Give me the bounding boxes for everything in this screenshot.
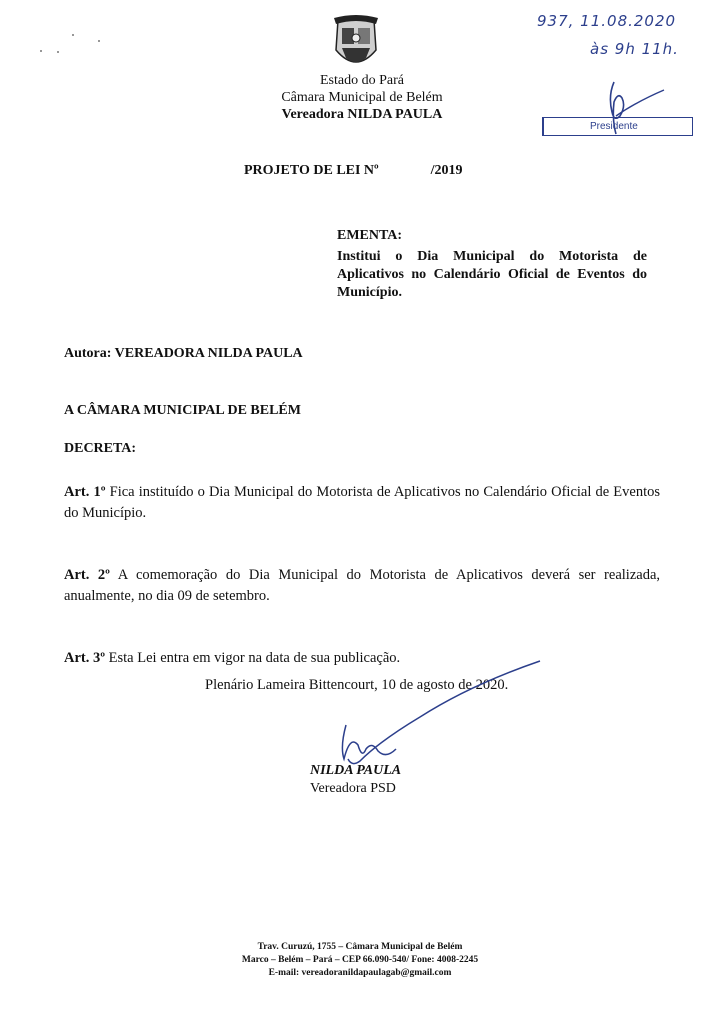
place-date: Plenário Lameira Bittencourt, 10 de agosto de 2020. [205,677,509,693]
decree-verb: DECRETA: [64,441,137,456]
ementa-label: EMENTA: [337,228,403,243]
article-3-label: Art. 3º [64,650,106,666]
document-title [244,163,463,179]
footer-address: Trav. Curuzú, 1755 – Câmara Municipal de Belém [257,942,463,952]
protocol-stamp [542,117,692,136]
article-2-label: Art. 2º [64,567,110,583]
header-state: Estado do Pará [320,73,404,88]
article-1-text: Fica instituído o Dia Municipal do Motorista de Aplicativos no Calendário Oficial de Eventos do Município. [64,484,660,521]
article-1 [64,482,660,524]
title-prefix: PROJETO DE LEI Nº [244,163,379,178]
header-chamber: Câmara Municipal de Belém [281,90,443,105]
article-1-label: Art. 1º [64,484,106,500]
author: Autora: VEREADORA NILDA PAULA [64,346,303,361]
stamp-label: Presidente [590,121,638,132]
protocol-handwritten-time: às 9h 11h. [590,40,679,58]
protocol-handwritten-number-date: 937, 11.08.2020 [537,12,677,30]
header-councilor: Vereadora NILDA PAULA [281,107,443,122]
article-2-text: A comemoração do Dia Municipal do Motorista de Aplicativos deverá ser realizada, anualmente, no dia 09 de setembro. [64,567,661,604]
footer-city-phone: Marco – Belém – Pará – CEP 66.090-540/ Fone: 4008-2245 [241,955,479,965]
decree-body: A CÂMARA MUNICIPAL DE BELÉM [64,403,301,418]
article-3-text: Esta Lei entra em vigor na data de sua publicação. [105,650,401,666]
signer-name: NILDA PAULA [310,763,402,778]
article-2 [64,565,660,607]
signer-role: Vereadora PSD [310,781,396,796]
footer-email: E-mail: vereadoranildapaulagab@gmail.com [268,968,452,978]
ementa-text: Institui o Dia Municipal do Motorista de Aplicativos no Calendário Oficial de Eventos do Município. [337,249,647,300]
signature-scribble-icon [300,655,550,775]
title-year: /2019 [430,163,463,178]
coat-of-arms-icon [328,14,384,74]
